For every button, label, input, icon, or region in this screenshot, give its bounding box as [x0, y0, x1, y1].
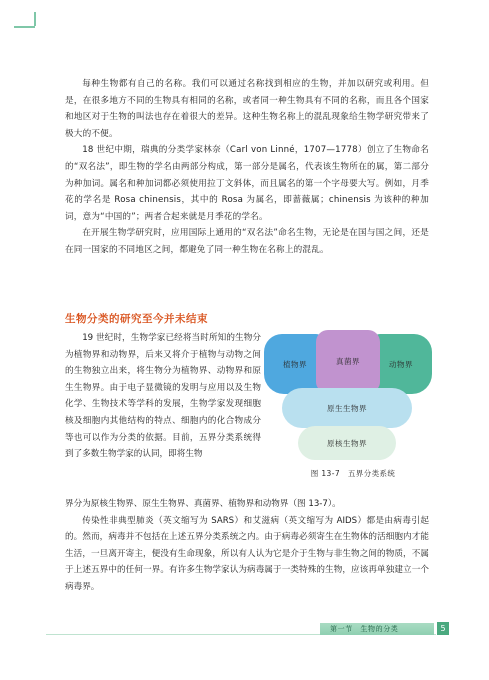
paragraph: 18 世纪中期，瑞典的分类学家林奈（Carl von Linné，1707—1778）创立了生物命名的“双名法”，即生物的学名由两部分构成，第一部分是属名，代表该生物所在的属，第二部分为种加词。属名和种加词都必须使用拉丁文斜体，而且属名的第一个字母要大写。例如，月季花的学名是 Rosa chinensis，其中的 Rosa 为属名，即蔷薇属；chinensis 为该种的种加词，意为“中国的”；两者合起来就是月季花的学名。 — [65, 145, 429, 222]
lower-text-block — [65, 496, 429, 596]
intro-text-block — [65, 76, 429, 259]
paragraph: 传染性非典型肺炎（英文缩写为 SARS）和艾滋病（英文缩写为 AIDS）都是由病毒引起的。然而，病毒并不包括在上述五界分类系统之内。由于病毒必须寄生在生物体的活细胞内才能生活，一旦离开寄主，便没有生命现象，所以有人认为它是介于生物与非生物之间的物质，不属于上述五界中的任何一界。有许多生物学家认为病毒属于一类特殊的生物，应该再单独建立一个病毒界。 — [65, 515, 429, 592]
wrapped-text-block — [65, 330, 261, 463]
kingdom-moneran: 原核生物界 — [298, 426, 396, 460]
corner-mark — [14, 26, 35, 28]
corner-mark — [34, 12, 36, 26]
kingdom-plant: 植物界 — [264, 334, 326, 394]
five-kingdom-figure — [262, 330, 432, 490]
kingdom-protist: 原生生物界 — [282, 388, 412, 428]
paragraph: 每种生物都有自己的名称。我们可以通过名称找到相应的生物，并加以研究或利用。但是，在很多地方不同的生物具有相同的名称，或者同一种生物具有不同的名称，而且各个国家和地区对于生物的叫法也存在着很大的差异。这种生物名称上的混乱现象给生物学研究带来了极大的不便。 — [65, 79, 429, 139]
paragraph: 在开展生物学研究时，应用国际上通用的“双名法”命名生物，无论是在国与国之间，还是在同一国家的不同地区之间，都避免了同一种生物在名称上的混乱。 — [65, 228, 429, 255]
paragraph-continuation: 界分为原核生物界、原生生物界、真菌界、植物界和动物界（图 13-7）。 — [65, 499, 341, 509]
page-number: 5 — [437, 622, 449, 635]
footer-section-label: 第一节 生物的分类 — [330, 625, 399, 633]
kingdom-animal: 动物界 — [370, 334, 432, 394]
section-title: 生物分类的研究至今并未结束 — [65, 313, 208, 325]
kingdom-fungi: 真菌界 — [316, 330, 380, 392]
paragraph: 19 世纪时，生物学家已经将当时所知的生物分为植物界和动物界，后来又将介于植物与动物之间的生物独立出来，将生物分为植物界、动物界和原生生物界。由于电子显微镜的发明与应用以及生物化学、生物技术等学科的发展，生物学家发现细胞核及细胞内其他结构的特点、细胞内的化合物成分等也可以作为分类的依据。目前，五界分类系统得到了多数生物学家的认同，即将生物 — [65, 333, 261, 460]
figure-caption: 图 13-7 五界分类系统 — [310, 469, 396, 478]
